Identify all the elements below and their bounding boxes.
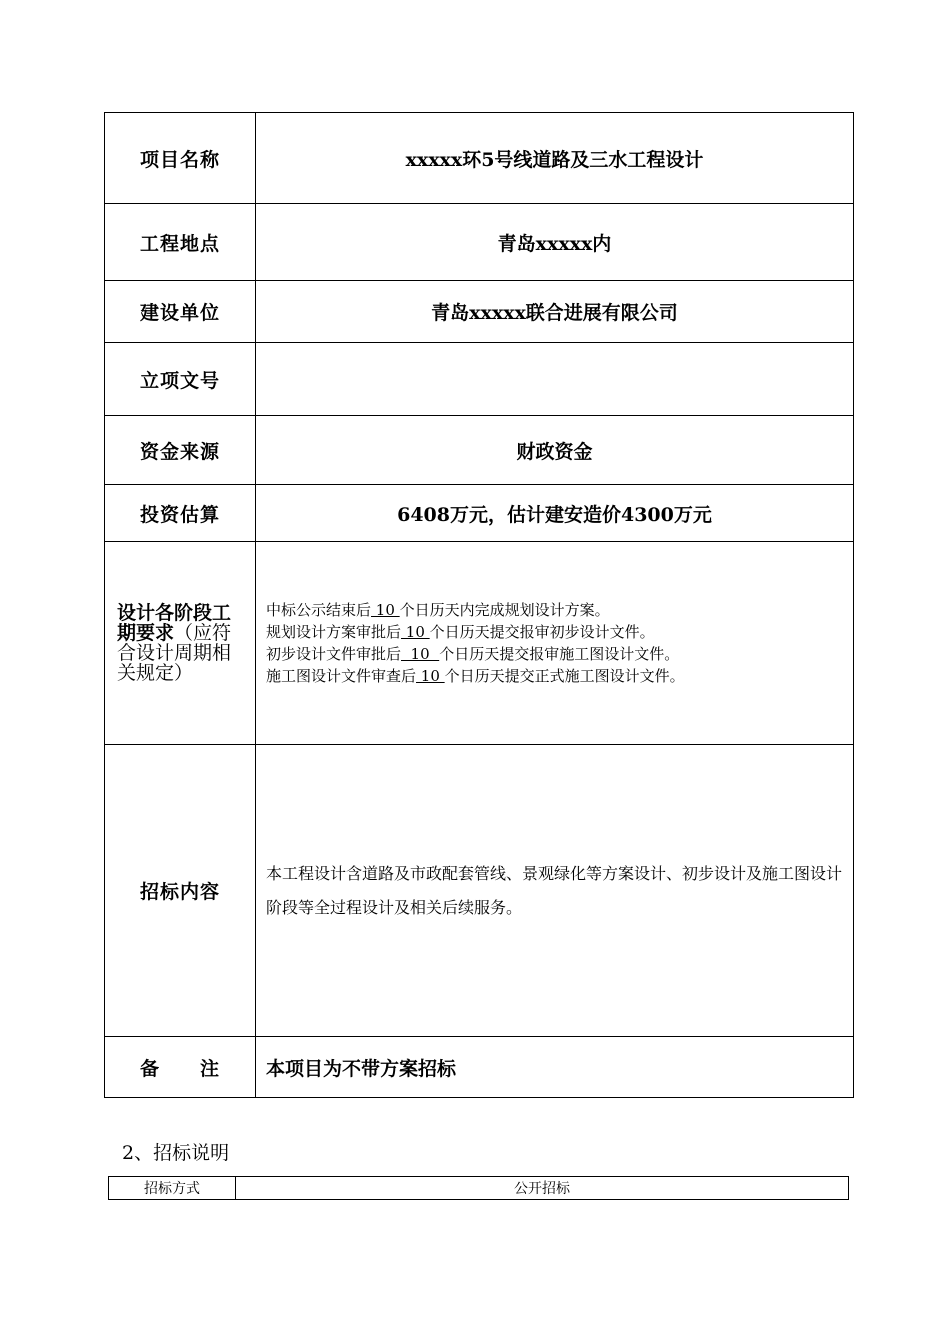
phase-2-before: 规划设计方案审批后	[266, 623, 402, 641]
value-remarks: 本项目为不带方案招标	[256, 1037, 854, 1098]
row-location	[105, 204, 854, 281]
label-builder: 建设单位	[105, 281, 256, 343]
phase-1-before: 中标公示结束后	[266, 601, 372, 619]
value-builder: 青岛xxxxx联合进展有限公司	[256, 281, 854, 343]
label-bidding-method: 招标方式	[109, 1177, 236, 1200]
phase-3-after: 个日历天提交报审施工图设计文件。	[439, 645, 680, 663]
phase-line-3	[266, 643, 853, 665]
row-bidding-method	[109, 1177, 849, 1200]
value-bidding-method: 公开招标	[236, 1177, 849, 1200]
value-funding: 财政资金	[256, 416, 854, 485]
bidding-method-table	[108, 1176, 849, 1200]
phase-4-before: 施工图设计文件审查后	[266, 667, 417, 685]
phase-line-4	[266, 665, 853, 687]
phase-3-before: 初步设计文件审批后	[266, 645, 402, 663]
label-location: 工程地点	[105, 204, 256, 281]
phase-4-after: 个日历天提交正式施工图设计文件。	[444, 667, 685, 685]
row-scope	[105, 745, 854, 1037]
row-remarks	[105, 1037, 854, 1098]
phase-2-days: 10	[401, 623, 430, 641]
section-heading: 2、招标说明	[122, 1142, 230, 1164]
value-approval-no	[256, 343, 854, 416]
row-builder	[105, 281, 854, 343]
label-remarks: 备 注	[105, 1037, 256, 1098]
project-info-table	[104, 112, 854, 1098]
row-schedule	[105, 542, 854, 745]
phase-line-2	[266, 621, 853, 643]
phase-1-after: 个日历天内完成规划设计方案。	[399, 601, 610, 619]
row-project-name	[105, 113, 854, 204]
label-funding: 资金来源	[105, 416, 256, 485]
label-investment: 投资估算	[105, 485, 256, 542]
row-approval-no	[105, 343, 854, 416]
label-schedule	[105, 542, 256, 745]
label-scope: 招标内容	[105, 745, 256, 1037]
value-scope: 本工程设计含道路及市政配套管线、景观绿化等方案设计、初步设计及施工图设计阶段等全过程设计及相关后续服务。	[256, 745, 854, 1037]
value-investment: 6408万元，估计建安造价4300万元	[256, 485, 854, 542]
phase-1-days: 10	[371, 601, 400, 619]
value-project-name: xxxxx环5号线道路及三水工程设计	[256, 113, 854, 204]
label-project-name: 项目名称	[105, 113, 256, 204]
row-investment	[105, 485, 854, 542]
label-schedule-main: 设计各阶段工期要求	[117, 602, 232, 644]
phase-2-after: 个日历天提交报审初步设计文件。	[429, 623, 655, 641]
row-funding	[105, 416, 854, 485]
value-location: 青岛xxxxx内	[256, 204, 854, 281]
schedule-phases	[256, 542, 854, 745]
label-approval-no: 立项文号	[105, 343, 256, 416]
phase-3-days: 10	[401, 645, 440, 663]
phase-line-1	[266, 599, 853, 621]
phase-4-days: 10	[416, 667, 445, 685]
label-schedule-note: （应符合设计周期相关规定）	[117, 622, 232, 684]
